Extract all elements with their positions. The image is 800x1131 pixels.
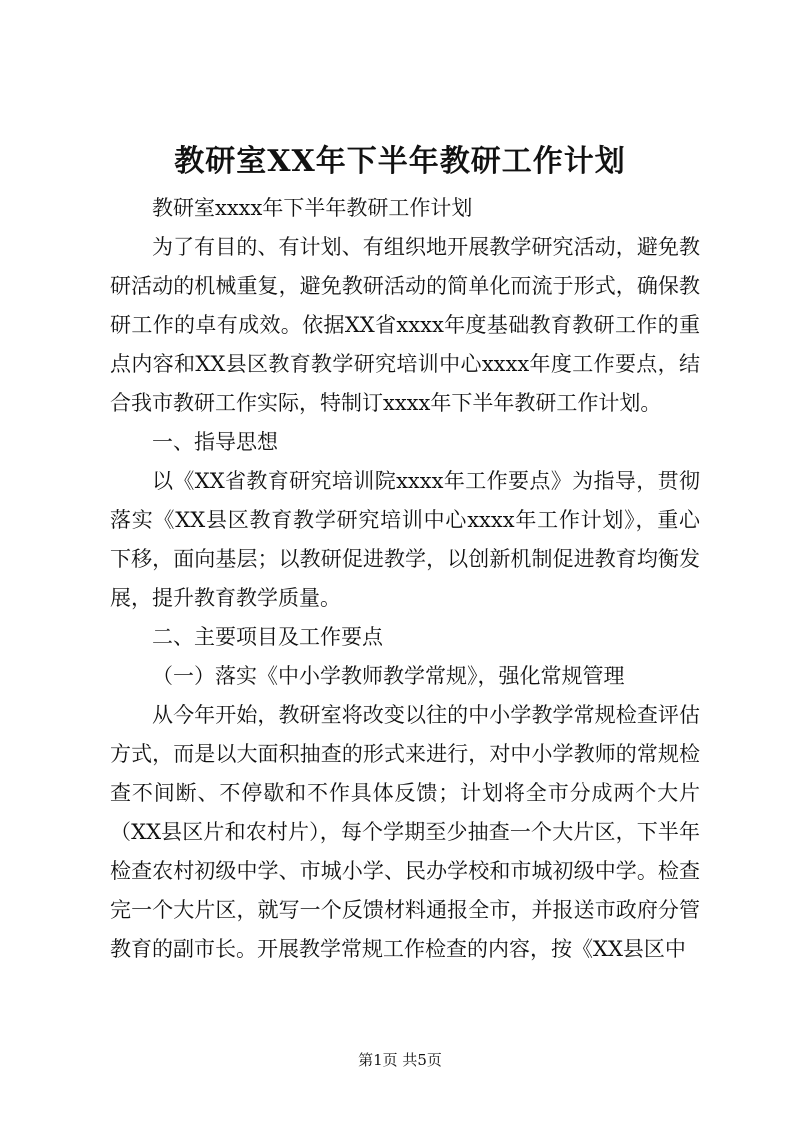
- page-footer: 第1页 共5页: [358, 1051, 442, 1069]
- document-title: 教研室XX年下半年教研工作计划: [174, 144, 626, 179]
- paragraph-guiding-ideology: 以《XX省教育研究培训院xxxx年工作要点》为指导，贯彻落实《XX县区教育教学研究培训中心xxxx年工作计划》，重心下移，面向基层；以教研促进教学，以创新机制促进教育均衡发展，提升教育教学质量。: [110, 469, 700, 610]
- section-heading-guiding-ideology: 一、指导思想: [152, 430, 278, 454]
- section-heading-main-projects: 二、主要项目及工作要点: [152, 625, 383, 649]
- paragraph-subtitle: 教研室xxxx年下半年教研工作计划: [152, 196, 473, 220]
- subsection-heading-teaching-routine: （一）落实《中小学教师教学常规》，强化常规管理: [152, 664, 625, 688]
- document-body: [110, 189, 700, 969]
- paragraph-intro: 为了有目的、有计划、有组织地开展教学研究活动，避免教研活动的机械重复，避免教研活动的简单化而流于形式，确保教研工作的卓有成效。依据XX省xxxx年度基础教育教研工作的重点内容和XX县区教育教学研究培训中心xxxx年度工作要点，结合我市教研工作实际，特制订xxxx年下半年教研工作计划。: [110, 235, 700, 415]
- paragraph-teaching-routine: 从今年开始，教研室将改变以往的中小学教学常规检查评估方式，而是以大面积抽查的形式来进行，对中小学教师的常规检查不间断、不停歇和不作具体反馈；计划将全市分成两个大片（XX县区片和农村片），每个学期至少抽查一个大片区，下半年检查农村初级中学、市城小学、民办学校和市城初级中学。检查完一个大片区，就写一个反馈材料通报全市，并报送市政府分管教育的副市长。开展教学常规工作检查的内容，按《XX县区中: [110, 703, 700, 961]
